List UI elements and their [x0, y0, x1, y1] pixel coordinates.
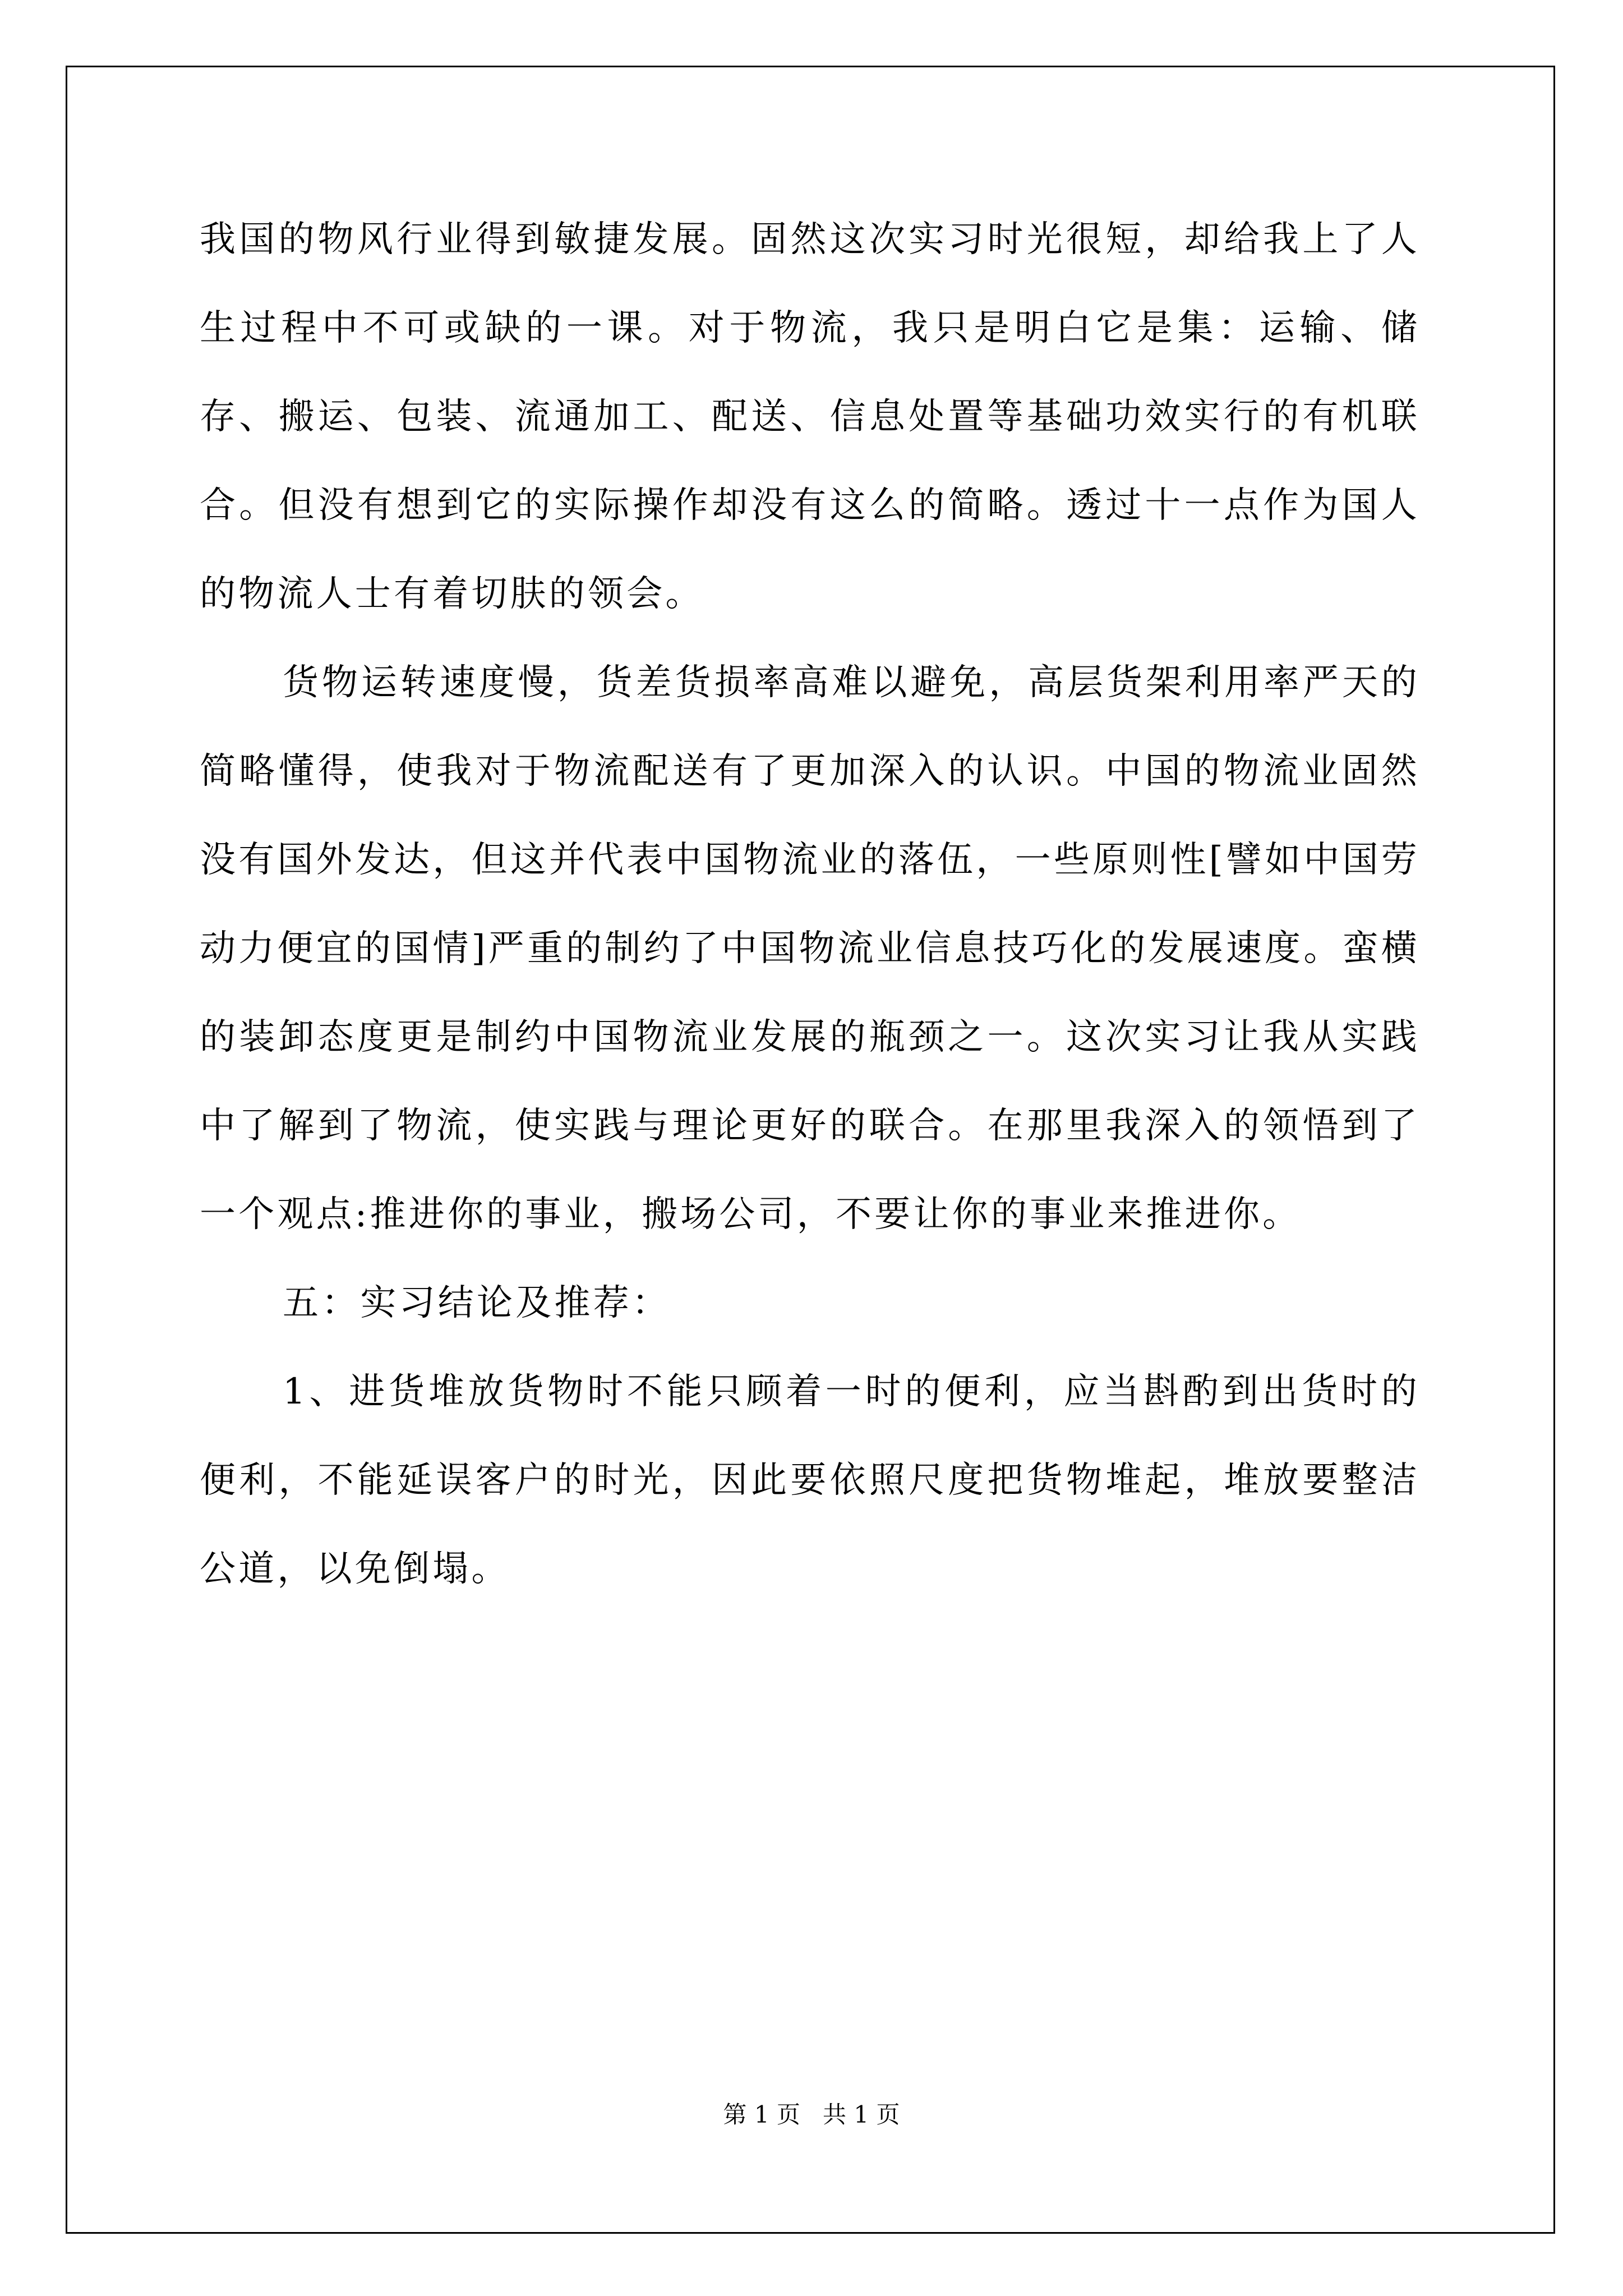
- page-footer: 第 1 页 共 1 页: [723, 2101, 900, 2128]
- paragraph-intro: 我国的物风行业得到敏捷发展。固然这次实习时光很短，却给我上了人生过程中不可或缺的一课。对于物流，我只是明白它是集：运输、储存、搬运、包装、流通加工、配送、信息处置等基础功效实行的有机联合。但没有想到它的实际操作却没有这么的简略。透过十一点作为国人的物流人士有着切肤的领会。: [200, 219, 1420, 615]
- section-heading-conclusion: 五：实习结论及推荐：: [283, 1282, 671, 1324]
- paragraph-recommendation-1: 1、进货堆放货物时不能只顾着一时的便利，应当斟酌到出货时的便利，不能延误客户的时光，因此要依照尺度把货物堆起，堆放要整洁公道，以免倒塌。: [200, 1371, 1420, 1590]
- paragraph-observations: 货物运转速度慢，货差货损率高难以避免，高层货架利用率严天的简略懂得，使我对于物流配送有了更加深入的认识。中国的物流业固然没有国外发达，但这并代表中国物流业的落伍，一些原则性[譬如中国劳动力便宜的国情]严重的制约了中国物流业信息技巧化的发展速度。蛮横的装卸态度更是制约中国物流业发展的瓶颈之一。这次实习让我从实践中了解到了物流，使实践与理论更好的联合。在那里我深入的领悟到了一个观点:推进你的事业，搬场公司，不要让你的事业来推进你。: [200, 662, 1420, 1235]
- document-body: [200, 195, 1420, 1613]
